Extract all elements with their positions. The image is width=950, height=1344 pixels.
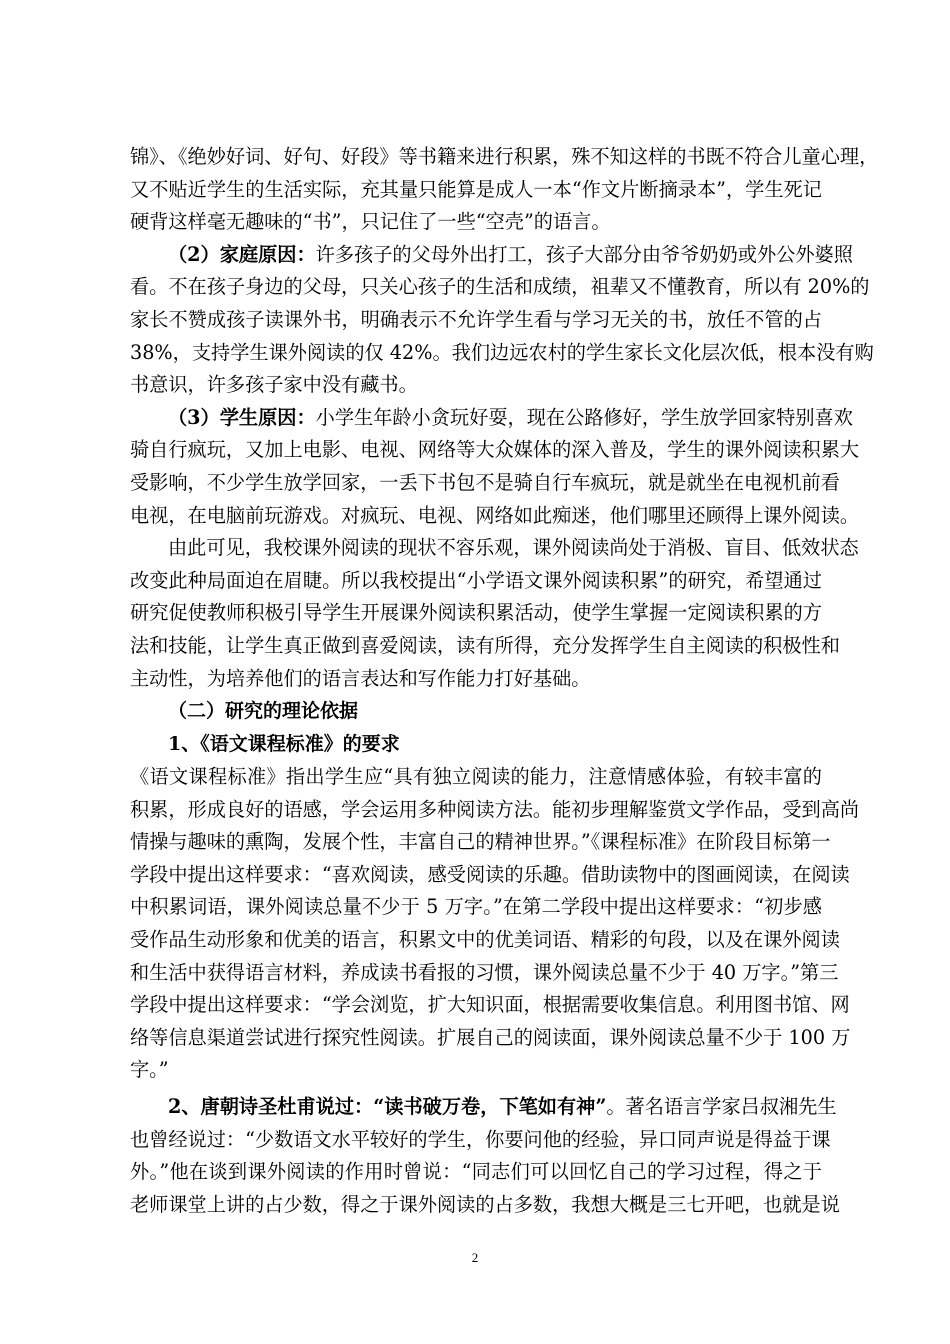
text-line: 改变此种局面迫在眉睫。所以我校提出“小学语文课外阅读积累”的研究，希望通过 <box>130 568 822 592</box>
paragraph-du-fu <box>130 1091 840 1221</box>
section-heading: （二）研究的理论依据 <box>168 700 359 723</box>
text-line: 骑自行疯玩，又加上电影、电视、网络等大众媒体的深入普及，学生的课外阅读积累大 <box>130 438 860 462</box>
text-line: 和生活中获得语言材料，养成读书看报的习惯，课外阅读总量不少于 40 万字。”第三 <box>130 960 839 984</box>
du-fu-quote-lead: 2、唐朝诗圣杜甫说过：“读书破万卷，下笔如有神” <box>168 1095 607 1119</box>
text-span: 。著名语言学家吕叔湘先生 <box>606 1095 837 1119</box>
subsection-heading: 1、《语文课程标准》的要求 <box>168 733 400 756</box>
family-reason-label: （2）家庭原因： <box>168 242 316 266</box>
paragraph-student-reason <box>130 402 860 532</box>
paragraph-conclusion <box>130 532 859 695</box>
text-line: 老师课堂上讲的占少数，得之于课外阅读的占多数，我想大概是三七开吧，也就是说 <box>130 1192 840 1216</box>
text-line: 主动性，为培养他们的语言表达和写作能力打好基础。 <box>130 666 591 690</box>
text-line: 字。” <box>130 1058 169 1082</box>
text-line: 又不贴近学生的生活实际，充其量只能算是成人一本“作文片断摘录本”，学生死记 <box>130 177 822 201</box>
text-line <box>130 1091 837 1124</box>
text-line: 情操与趣味的熏陶，发展个性，丰富自己的精神世界。”《课程标准》在阶段目标第一 <box>130 830 831 854</box>
text-line: 积累，形成良好的语感，学会运用多种阅读方法。能初步理解鉴赏文学作品，受到高尚 <box>130 797 860 821</box>
text-line: 受作品生动形象和优美的语言，积累文中的优美词语、精彩的句段，以及在课外阅读 <box>130 928 840 952</box>
text-line: 看。不在孩子身边的父母，只关心孩子的生活和成绩，祖辈又不懂教育，所以有 20%的 <box>130 275 870 299</box>
text-span: 小学生年龄小贪玩好耍，现在公路修好，学生放学回家特别喜欢 <box>315 405 853 429</box>
text-line: 中积累词语，课外阅读总量不少于 5 万字。”在第二学段中提出这样要求：“初步感 <box>130 895 822 919</box>
text-line: 《语文课程标准》指出学生应“具有独立阅读的能力，注意情感体验，有较丰富的 <box>130 765 822 789</box>
text-line: 家长不赞成孩子读课外书，明确表示不允许学生看与学习无关的书，放任不管的占 <box>130 307 822 331</box>
text-line <box>130 239 853 272</box>
document-page <box>130 141 879 1221</box>
text-line: 硬背这样毫无趣味的“书”，只记住了一些“空壳”的语言。 <box>130 210 611 234</box>
text-line: 研究促使教师积极引导学生开展课外阅读积累活动，使学生掌握一定阅读积累的方 <box>130 601 822 625</box>
text-line: 学段中提出这样要求：“学会浏览，扩大知识面，根据需要收集信息。利用图书馆、网 <box>130 993 850 1017</box>
text-line <box>130 402 853 435</box>
student-reason-label: （3）学生原因： <box>168 405 316 429</box>
text-line: 外。”他在谈到课外阅读的作用时曾说：“同志们可以回忆自己的学习过程，得之于 <box>130 1160 822 1184</box>
paragraph-standard <box>130 761 860 1087</box>
text-line: 锦》、《绝妙好词、好句、好段》等书籍来进行积累，殊不知这样的书既不符合儿童心理， <box>130 145 879 168</box>
text-line: 由此可见，我校课外阅读的现状不容乐观，课外阅读尚处于消极、盲目、低效状态 <box>168 536 859 560</box>
text-line: 也曾经说过：“少数语文水平较好的学生，你要问他的经验，异口同声说是得益于课 <box>130 1127 831 1151</box>
text-line: 电视，在电脑前玩游戏。对疯玩、电视、网络如此痴迷，他们哪里还顾得上课外阅读。 <box>130 503 860 527</box>
text-line: 络等信息渠道尝试进行探究性阅读。扩展自己的阅读面，课外阅读总量不少于 100 万 <box>130 1025 851 1049</box>
text-line: 38%，支持学生课外阅读的仅 42%。我们边远农村的学生家长文化层次低，根本没有购 <box>130 340 874 364</box>
text-line: 受影响，不少学生放学回家，一丢下书包不是骑自行车疯玩，就是就坐在电视机前看 <box>130 470 840 494</box>
paragraph-family-reason <box>130 239 874 402</box>
text-line: 书意识，许多孩子家中没有藏书。 <box>130 373 418 397</box>
paragraph-continuation <box>130 141 879 239</box>
text-line: 法和技能，让学生真正做到喜爱阅读，读有所得，充分发挥学生自主阅读的积极性和 <box>130 633 840 657</box>
page-number: 2 <box>471 1250 479 1265</box>
text-span: 许多孩子的父母外出打工，孩子大部分由爷爷奶奶或外公外婆照 <box>315 242 853 266</box>
text-line: 学段中提出这样要求：“喜欢阅读，感受阅读的乐趣。借助读物中的图画阅读，在阅读 <box>130 862 850 886</box>
